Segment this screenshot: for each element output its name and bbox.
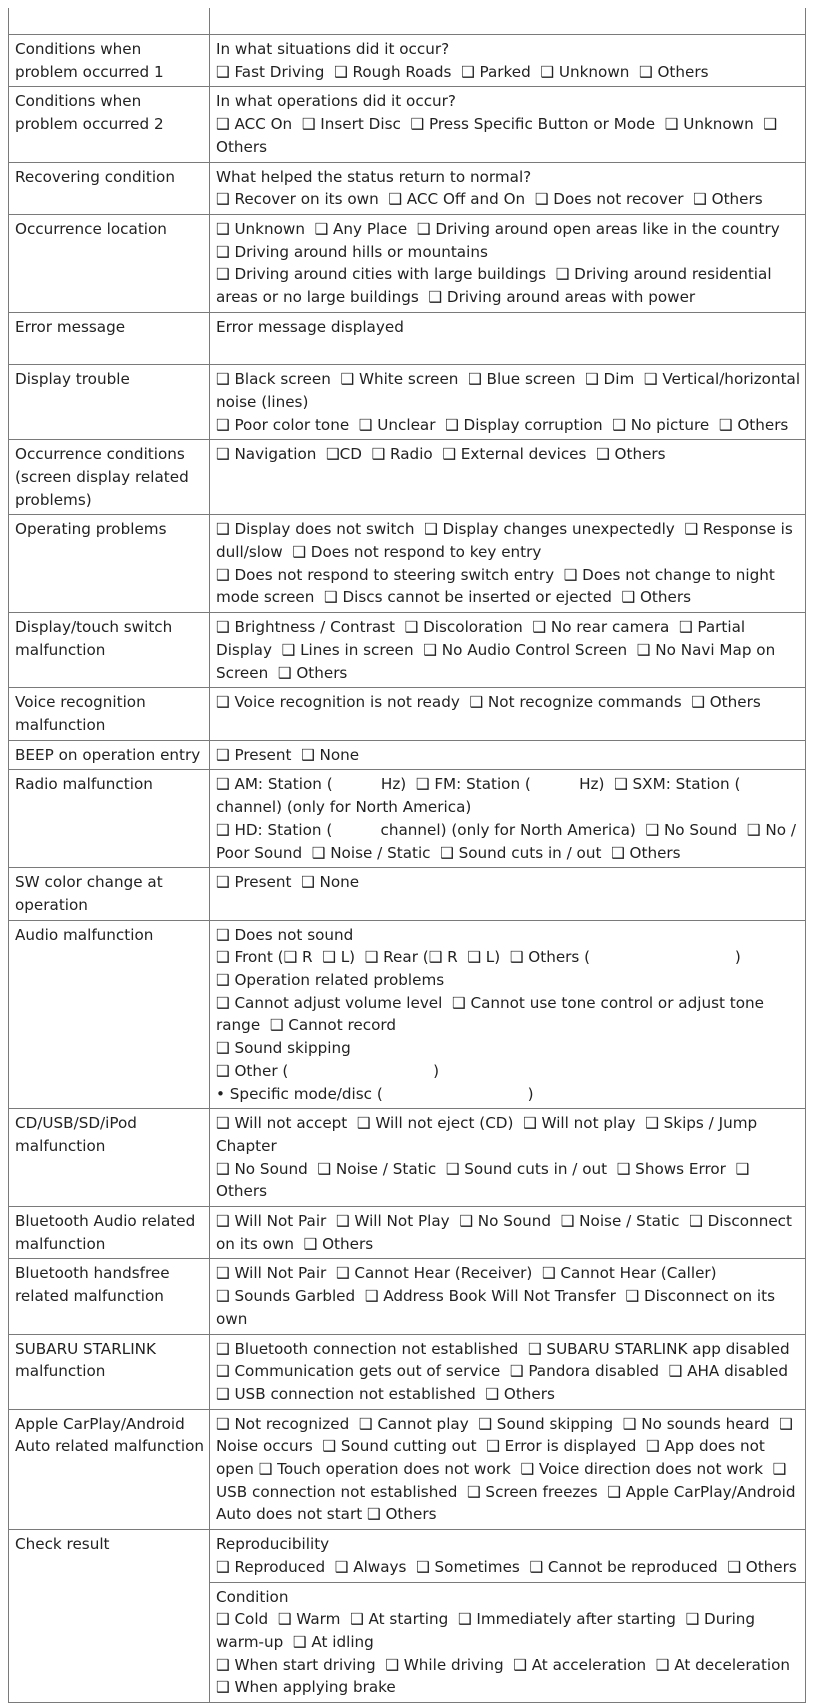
row-content: ❑ Black screen ❑ White screen ❑ Blue screen ❑ Dim ❑ Vertical/horizontal noise (lines) ❑ Poor color tone ❑ Unclear ❑ Display corruption ❑ No picture ❑ Others [210,365,806,440]
row-label: SW color change at operation [9,868,210,920]
table-row [9,365,806,440]
row-label: Conditions when problem occurred 2 [9,87,210,162]
table-row [9,1409,806,1530]
table-row [9,1207,806,1259]
row-content: In what operations did it occur? ❑ ACC On ❑ Insert Disc ❑ Press Specific Button or Mode ❑ Unknown ❑ Others [210,87,806,162]
row-content: ❑ Unknown ❑ Any Place ❑ Driving around open areas like in the country ❑ Driving around hills or mountains ❑ Driving around cities with large buildings ❑ Driving around residential areas or no large buildings ❑ Driving around areas with power [210,214,806,312]
row-label: Recovering condition [9,162,210,214]
table-row [9,162,806,214]
table-row [9,868,806,920]
row-content: What helped the status return to normal? ❑ Recover on its own ❑ ACC Off and On ❑ Does not recover ❑ Others [210,162,806,214]
table-row [9,1530,806,1582]
malfunction-checklist-table [8,8,806,1703]
checklist-sheet [8,8,805,1703]
row-content: Reproducibility ❑ Reproduced ❑ Always ❑ Sometimes ❑ Cannot be reproduced ❑ Others [210,1530,806,1582]
row-label: Display trouble [9,365,210,440]
table-row [9,8,806,35]
row-label: CD/USB/SD/iPod malfunction [9,1109,210,1207]
row-label: Bluetooth handsfree related malfunction [9,1259,210,1334]
row-label: Error message [9,312,210,364]
table-row [9,440,806,515]
row-label: Operating problems [9,515,210,613]
table-row [9,1259,806,1334]
table-row [9,515,806,613]
row-label: SUBARU STARLINK malfunction [9,1334,210,1409]
row-content: ❑ Will not accept ❑ Will not eject (CD) ❑ Will not play ❑ Skips / Jump Chapter ❑ No Sound ❑ Noise / Static ❑ Sound cuts in / out ❑ Shows Error ❑ Others [210,1109,806,1207]
row-label: Audio malfunction [9,920,210,1109]
row-label: Display/touch switch malfunction [9,613,210,688]
row-label [9,8,210,35]
row-content: ❑ Voice recognition is not ready ❑ Not recognize commands ❑ Others [210,688,806,740]
table-row [9,770,806,868]
row-content: ❑ Will Not Pair ❑ Cannot Hear (Receiver) ❑ Cannot Hear (Caller) ❑ Sounds Garbled ❑ Address Book Will Not Transfer ❑ Disconnect on its own [210,1259,806,1334]
row-label: Check result [9,1530,210,1703]
table-row [9,312,806,364]
table-row [9,35,806,87]
table-row [9,740,806,770]
row-label: Bluetooth Audio related malfunction [9,1207,210,1259]
row-content: Error message displayed [210,312,806,364]
row-content: ❑ AM: Station ( Hz) ❑ FM: Station ( Hz) ❑ SXM: Station ( channel) (only for North America) ❑ HD: Station ( channel) (only for North America) ❑ No Sound ❑ No / Poor Sound ❑ Noise / Static ❑ Sound cuts in / out ❑ Others [210,770,806,868]
table-row [9,920,806,1109]
row-content: ❑ Will Not Pair ❑ Will Not Play ❑ No Sound ❑ Noise / Static ❑ Disconnect on its own ❑ Others [210,1207,806,1259]
row-content: ❑ Present ❑ None [210,868,806,920]
row-content: Condition ❑ Cold ❑ Warm ❑ At starting ❑ Immediately after starting ❑ During warm-up ❑ At idling ❑ When start driving ❑ While driving ❑ At acceleration ❑ At deceleration ❑ When applying brake [210,1582,806,1703]
row-label: BEEP on operation entry [9,740,210,770]
row-label: Occurrence conditions (screen display related problems) [9,440,210,515]
row-label: Apple CarPlay/Android Auto related malfunction [9,1409,210,1530]
row-content: ❑ Bluetooth connection not established ❑ SUBARU STARLINK app disabled ❑ Communication gets out of service ❑ Pandora disabled ❑ AHA disabled ❑ USB connection not established ❑ Others [210,1334,806,1409]
row-content: ❑ Not recognized ❑ Cannot play ❑ Sound skipping ❑ No sounds heard ❑ Noise occurs ❑ Sound cutting out ❑ Error is displayed ❑ App does not open ❑ Touch operation does not work ❑ Voice direction does not work ❑ USB connection not established ❑ Screen freezes ❑ Apple CarPlay/Android Auto does not start ❑ Others [210,1409,806,1530]
row-content [210,8,806,35]
row-content: ❑ Navigation ❑CD ❑ Radio ❑ External devices ❑ Others [210,440,806,515]
row-label: Radio malfunction [9,770,210,868]
table-row [9,613,806,688]
row-content: ❑ Display does not switch ❑ Display changes unexpectedly ❑ Response is dull/slow ❑ Does not respond to key entry ❑ Does not respond to steering switch entry ❑ Does not change to night mode screen ❑ Discs cannot be inserted or ejected ❑ Others [210,515,806,613]
row-label: Occurrence location [9,214,210,312]
row-content: ❑ Does not sound ❑ Front (❑ R ❑ L) ❑ Rear (❑ R ❑ L) ❑ Others ( ) ❑ Operation related problems ❑ Cannot adjust volume level ❑ Cannot use tone control or adjust tone range ❑ Cannot record ❑ Sound skipping ❑ Other ( ) • Specific mode/disc ( ) [210,920,806,1109]
row-content: In what situations did it occur? ❑ Fast Driving ❑ Rough Roads ❑ Parked ❑ Unknown ❑ Others [210,35,806,87]
row-label: Conditions when problem occurred 1 [9,35,210,87]
table-row [9,1109,806,1207]
row-content: ❑ Present ❑ None [210,740,806,770]
row-content: ❑ Brightness / Contrast ❑ Discoloration ❑ No rear camera ❑ Partial Display ❑ Lines in screen ❑ No Audio Control Screen ❑ No Navi Map on Screen ❑ Others [210,613,806,688]
table-row [9,688,806,740]
row-label: Voice recognition malfunction [9,688,210,740]
table-row [9,1334,806,1409]
table-row [9,87,806,162]
table-row [9,214,806,312]
